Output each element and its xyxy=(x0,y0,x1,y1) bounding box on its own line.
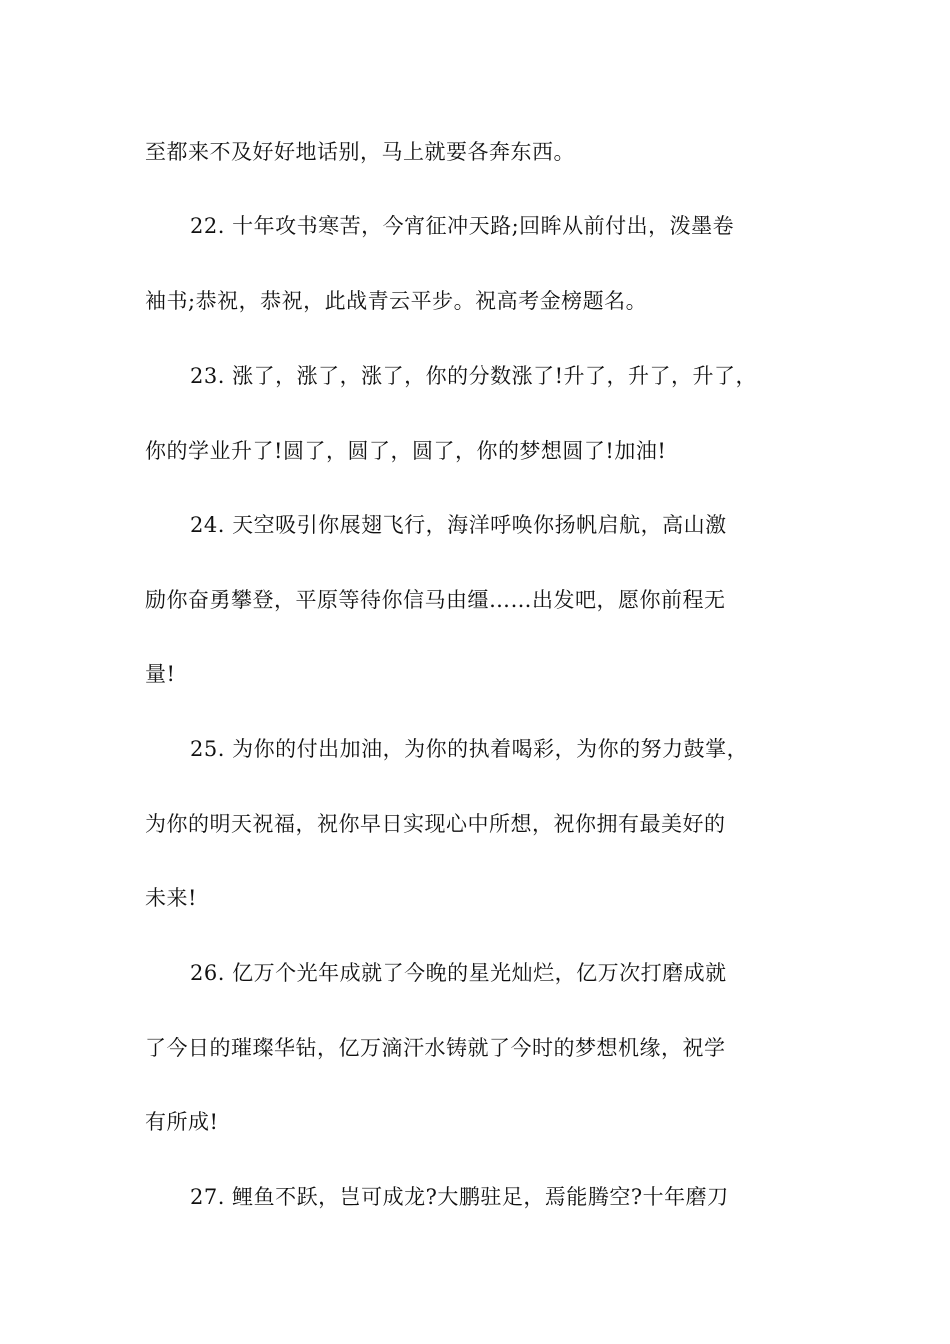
item-25-line-1: 25. 为你的付出加油，为你的执着喝彩，为你的努力鼓掌， xyxy=(190,737,749,761)
item-23-line-2: 你的学业升了!圆了，圆了，圆了，你的梦想圆了!加油! xyxy=(145,439,667,463)
item-26-line-2: 了今日的璀璨华钻，亿万滴汗水铸就了今时的梦想机缘，祝学 xyxy=(145,1036,726,1060)
item-24-line-3: 量! xyxy=(145,662,176,686)
item-24-line-1: 24. 天空吸引你展翅飞行，海洋呼唤你扬帆启航，高山激 xyxy=(190,513,727,537)
item-25-line-2: 为你的明天祝福，祝你早日实现心中所想，祝你拥有最美好的 xyxy=(145,812,726,836)
item-25-line-3: 未来! xyxy=(145,886,197,910)
item-22-line-2: 袖书;恭祝，恭祝，此战青云平步。祝高考金榜题名。 xyxy=(145,289,648,313)
item-24-line-2: 励你奋勇攀登，平原等待你信马由缰……出发吧，愿你前程无 xyxy=(145,588,726,612)
item-27-line-1: 27. 鲤鱼不跃，岂可成龙?大鹏驻足，焉能腾空?十年磨刀 xyxy=(190,1185,729,1209)
item-26-line-3: 有所成! xyxy=(145,1110,219,1134)
item-23-line-1: 23. 涨了，涨了，涨了，你的分数涨了!升了，升了，升了， xyxy=(190,364,758,388)
item-26-line-1: 26. 亿万个光年成就了今晚的星光灿烂，亿万次打磨成就 xyxy=(190,961,727,985)
text-line: 至都来不及好好地话别，马上就要各奔东西。 xyxy=(145,140,575,164)
item-22-line-1: 22. 十年攻书寒苦，今宵征冲天路;回眸从前付出，泼墨卷 xyxy=(190,214,735,238)
